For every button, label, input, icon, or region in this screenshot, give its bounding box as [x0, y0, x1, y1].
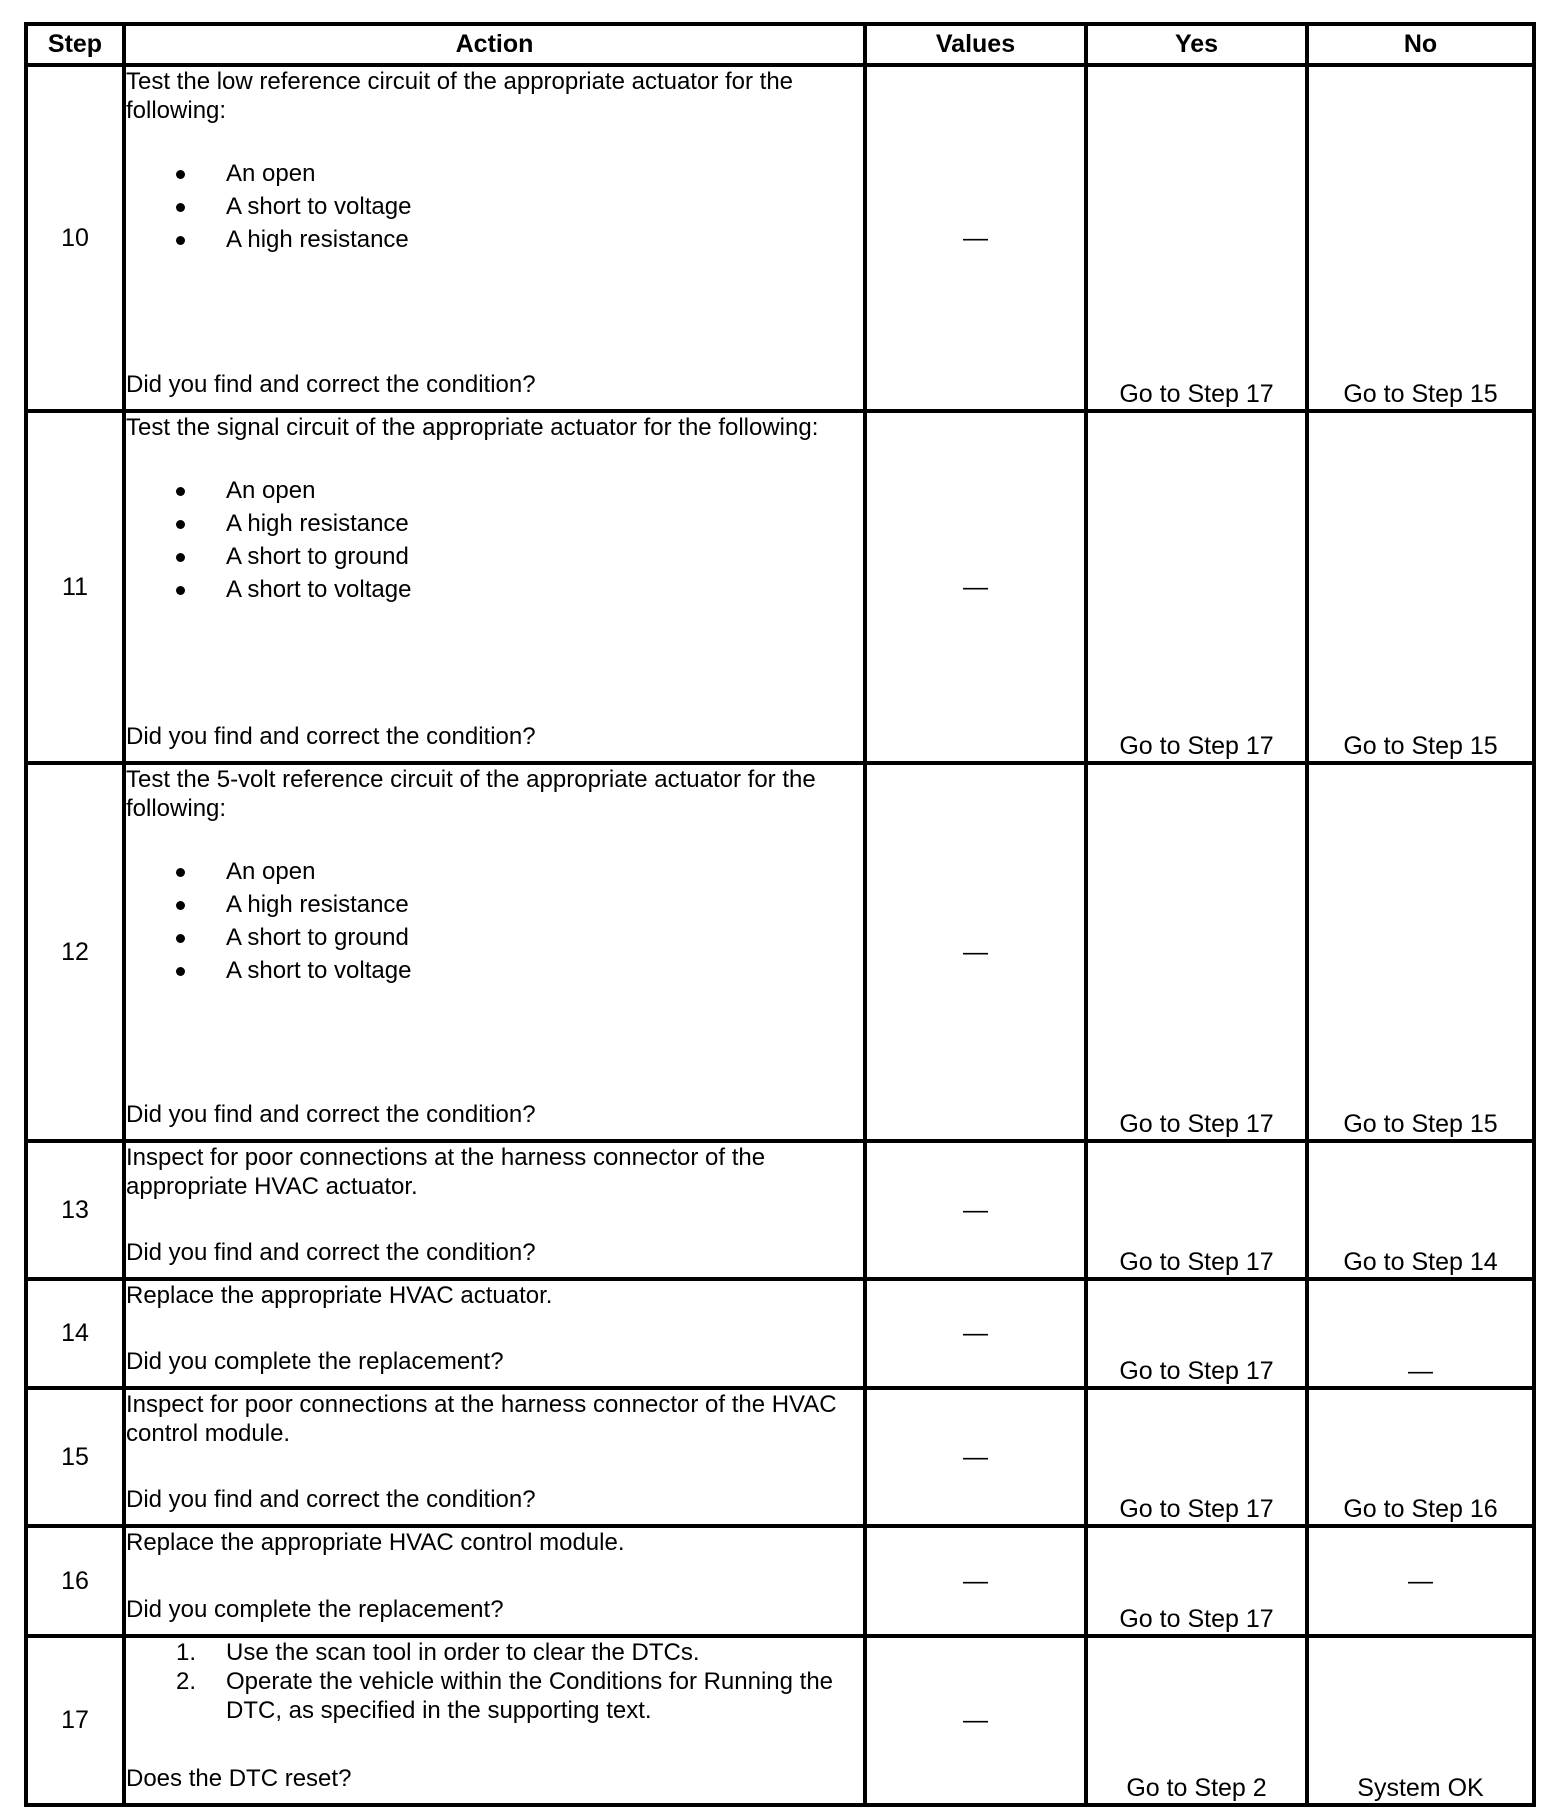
yes-result: Go to Step 17 — [1086, 411, 1307, 763]
action-cell — [124, 1636, 865, 1805]
action-question: Did you find and correct the condition? — [126, 1101, 536, 1128]
table-row-step-14 — [26, 1279, 1534, 1388]
bullet-icon — [176, 868, 185, 877]
yes-result: Go to Step 17 — [1086, 65, 1307, 411]
action-cell — [124, 763, 865, 1141]
no-result: System OK — [1307, 1636, 1534, 1805]
list-item: A high resistance — [126, 507, 863, 540]
table-row-step-15 — [26, 1388, 1534, 1526]
values-cell: — — [865, 1636, 1086, 1805]
list-item: A high resistance — [126, 888, 863, 921]
action-cell — [124, 1388, 865, 1526]
step-number: 12 — [26, 763, 124, 1141]
values-cell: — — [865, 1279, 1086, 1388]
table-row-step-12 — [26, 763, 1534, 1141]
action-question: Did you complete the replacement? — [126, 1348, 504, 1375]
condition-list — [126, 157, 863, 256]
list-item: A short to voltage — [126, 954, 863, 987]
action-intro: Replace the appropriate HVAC actuator. — [126, 1282, 553, 1309]
table-row-step-13 — [26, 1141, 1534, 1279]
bullet-icon — [176, 170, 185, 179]
yes-result: Go to Step 2 — [1086, 1636, 1307, 1805]
step-number: 15 — [26, 1388, 124, 1526]
action-question: Did you find and correct the condition? — [126, 371, 536, 398]
action-cell — [124, 1141, 865, 1279]
list-item: A short to ground — [126, 921, 863, 954]
no-result: Go to Step 15 — [1307, 411, 1534, 763]
list-item: A short to voltage — [126, 573, 863, 606]
no-result: Go to Step 15 — [1307, 763, 1534, 1141]
action-intro: Inspect for poor connections at the harness connector of the appropriate HVAC actuator. — [126, 1144, 766, 1200]
action-question: Does the DTC reset? — [126, 1765, 352, 1792]
list-item: An open — [126, 157, 863, 190]
list-item: An open — [126, 474, 863, 507]
values-cell: — — [865, 1388, 1086, 1526]
yes-result: Go to Step 17 — [1086, 763, 1307, 1141]
action-question: Did you find and correct the condition? — [126, 723, 536, 750]
action-cell — [124, 1526, 865, 1636]
step-number: 11 — [26, 411, 124, 763]
step-number: 16 — [26, 1526, 124, 1636]
header-action: Action — [124, 24, 865, 65]
yes-result: Go to Step 17 — [1086, 1388, 1307, 1526]
table-row-step-16 — [26, 1526, 1534, 1636]
step-number: 14 — [26, 1279, 124, 1388]
header-values: Values — [865, 24, 1086, 65]
table-row-step-17 — [26, 1636, 1534, 1805]
action-cell — [124, 1279, 865, 1388]
action-intro: Replace the appropriate HVAC control module. — [126, 1529, 625, 1556]
list-item: A high resistance — [126, 223, 863, 256]
bullet-icon — [176, 520, 185, 529]
header-yes: Yes — [1086, 24, 1307, 65]
values-cell: — — [865, 1526, 1086, 1636]
condition-list — [126, 855, 863, 987]
values-cell: — — [865, 1141, 1086, 1279]
step-number: 10 — [26, 65, 124, 411]
header-row — [26, 24, 1534, 65]
step-number: 13 — [26, 1141, 124, 1279]
bullet-icon — [176, 553, 185, 562]
bullet-icon — [176, 203, 185, 212]
list-item: 2. Operate the vehicle within the Conditions for Running the DTC, as specified in the supporting text. — [176, 1668, 834, 1724]
action-cell — [124, 411, 865, 763]
bullet-icon — [176, 901, 185, 910]
values-cell: — — [865, 411, 1086, 763]
values-cell: — — [865, 763, 1086, 1141]
no-result: Go to Step 14 — [1307, 1141, 1534, 1279]
bullet-icon — [176, 586, 185, 595]
procedure-list — [126, 1638, 863, 1725]
header-no: No — [1307, 24, 1534, 65]
action-intro: Inspect for poor connections at the harness connector of the HVAC control module. — [126, 1391, 837, 1447]
no-result: Go to Step 15 — [1307, 65, 1534, 411]
condition-list — [126, 474, 863, 606]
list-item: A short to ground — [126, 540, 863, 573]
table-row-step-11 — [26, 411, 1534, 763]
action-question: Did you complete the replacement? — [126, 1596, 504, 1623]
header-step: Step — [26, 24, 124, 65]
bullet-icon — [176, 487, 185, 496]
action-intro: Test the low reference circuit of the appropriate actuator for the following: — [126, 68, 794, 124]
yes-result: Go to Step 17 — [1086, 1526, 1307, 1636]
table-row-step-10 — [26, 65, 1534, 411]
list-item: 1. Use the scan tool in order to clear the DTCs. — [176, 1639, 700, 1666]
action-intro: Test the signal circuit of the appropriate actuator for the following: — [126, 414, 819, 441]
no-result: Go to Step 16 — [1307, 1388, 1534, 1526]
diagnostic-table — [24, 22, 1536, 1807]
no-result: — — [1307, 1526, 1534, 1636]
values-cell: — — [865, 65, 1086, 411]
step-number: 17 — [26, 1636, 124, 1805]
yes-result: Go to Step 17 — [1086, 1279, 1307, 1388]
list-item: An open — [126, 855, 863, 888]
action-question: Did you find and correct the condition? — [126, 1239, 536, 1266]
no-result: — — [1307, 1279, 1534, 1388]
action-question: Did you find and correct the condition? — [126, 1486, 536, 1513]
bullet-icon — [176, 934, 185, 943]
bullet-icon — [176, 236, 185, 245]
action-cell — [124, 65, 865, 411]
bullet-icon — [176, 967, 185, 976]
yes-result: Go to Step 17 — [1086, 1141, 1307, 1279]
action-intro: Test the 5-volt reference circuit of the appropriate actuator for the following: — [126, 766, 816, 822]
list-item: A short to voltage — [126, 190, 863, 223]
